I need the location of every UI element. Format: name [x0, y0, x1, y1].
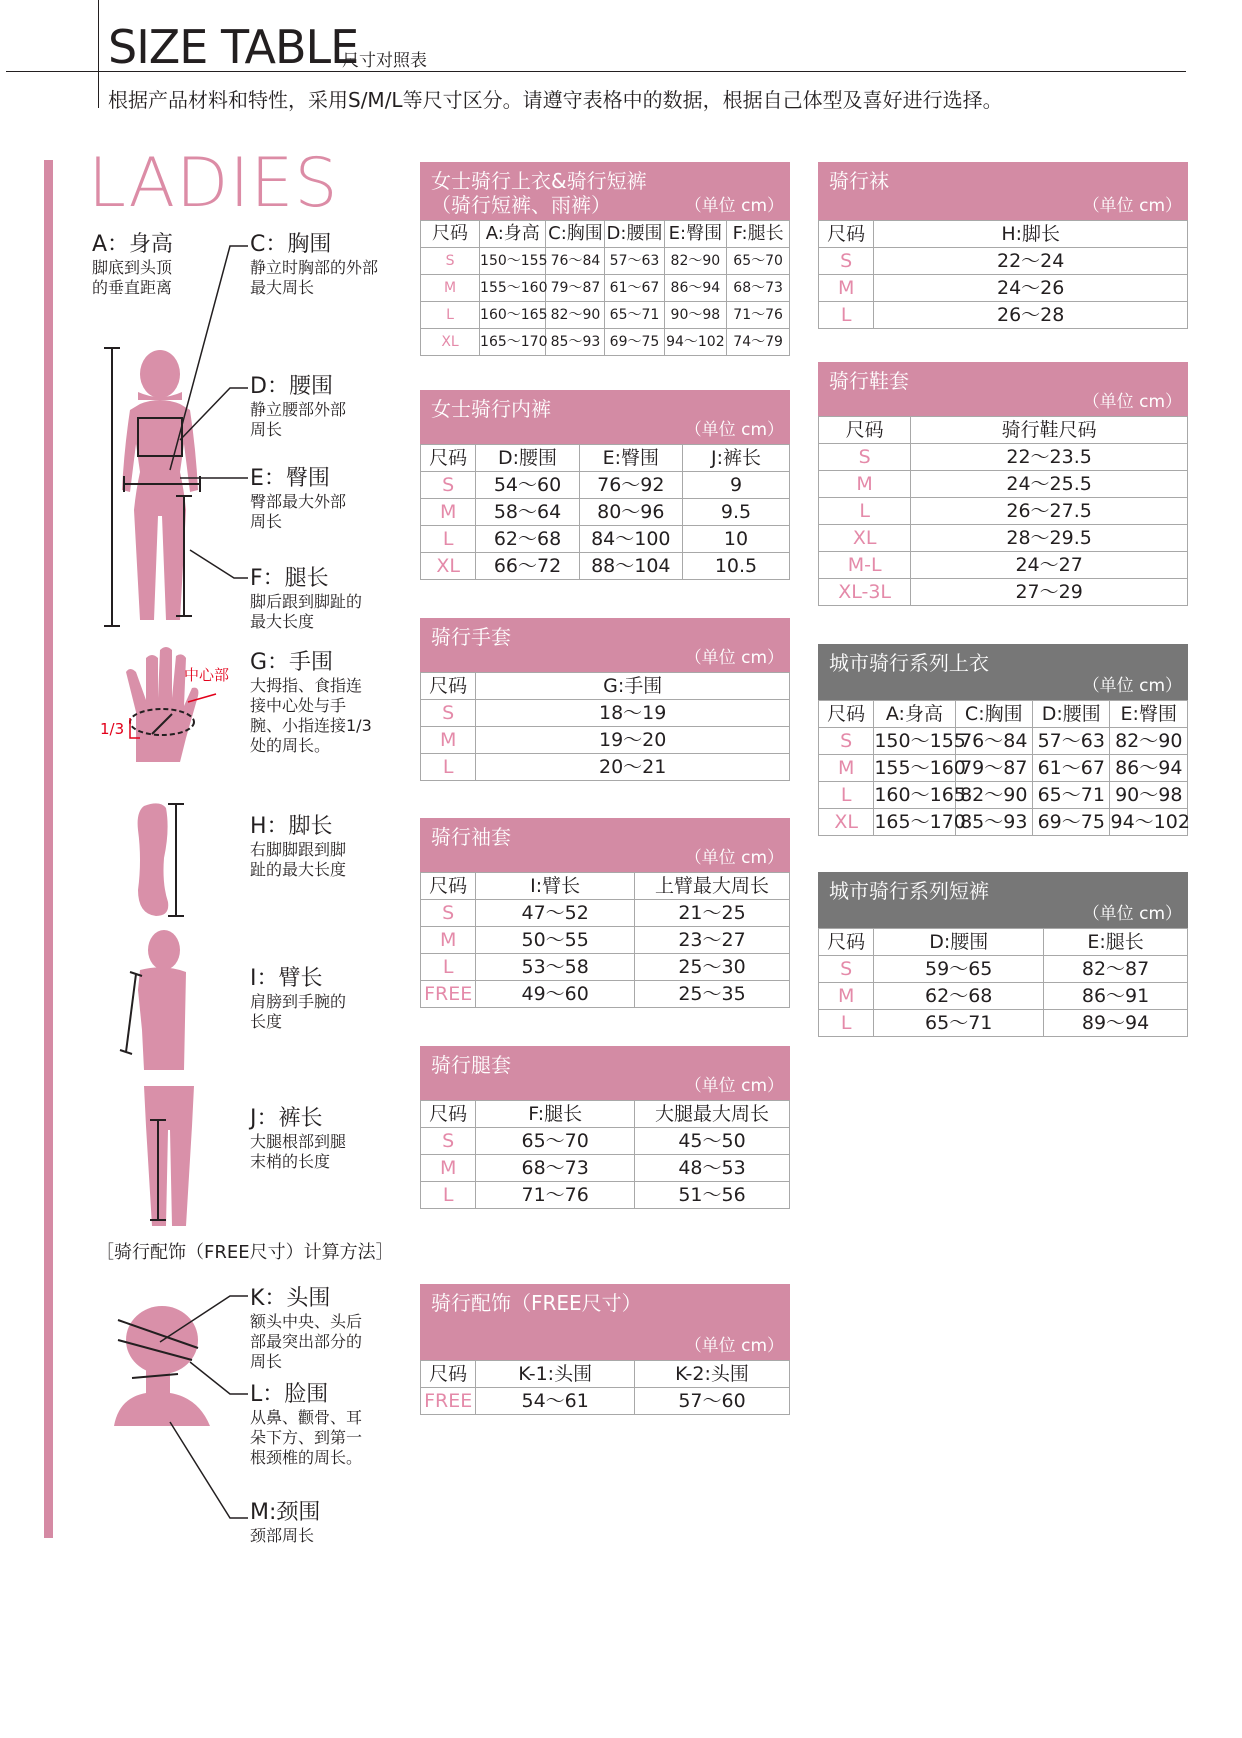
table-body: [420, 672, 790, 781]
measure-m: [250, 1500, 378, 1546]
measure-h: [250, 814, 356, 880]
value-cell: 82～90: [546, 302, 605, 329]
value-cell: 94～102: [664, 329, 727, 356]
value-cell: 165～170: [874, 809, 955, 836]
measure-a-title: A：身高: [92, 232, 174, 257]
value-cell: 69～75: [1033, 809, 1110, 836]
size-cell: M: [421, 499, 476, 526]
column-header: 尺码: [421, 873, 476, 900]
body-leader-lines: [150, 240, 260, 590]
table-sleeves: [420, 818, 790, 1008]
table-title: 女士骑行上衣&骑行短裤: [431, 169, 647, 193]
table-body: [420, 444, 790, 580]
table-body: [420, 872, 790, 1008]
size-cell: S: [819, 444, 911, 471]
size-cell: S: [421, 700, 476, 727]
value-cell: 66～72: [476, 553, 579, 580]
value-cell: 10.5: [682, 553, 789, 580]
value-cell: 54～61: [476, 1388, 635, 1415]
column-header: 尺码: [421, 1101, 476, 1128]
value-cell: 65～71: [1033, 782, 1110, 809]
table-row: [819, 983, 1188, 1010]
measure-f-title: F：腿长: [250, 566, 329, 591]
size-cell: S: [819, 728, 874, 755]
value-cell: 59～65: [874, 956, 1044, 983]
value-cell: 49～60: [476, 981, 635, 1008]
value-cell: 47～52: [476, 900, 635, 927]
size-cell: L: [421, 754, 476, 781]
measure-g-desc: 大拇指、食指连接中心处与手腕、小指连接1/3处的周长。: [250, 676, 372, 755]
size-cell: M: [819, 275, 874, 302]
table-row: [819, 728, 1188, 755]
table-unit: （单位 cm）: [684, 420, 784, 440]
value-cell: 26～27.5: [911, 498, 1188, 525]
column-header: J:裤长: [682, 445, 789, 472]
table-row: [819, 809, 1188, 836]
column-header: K-2:头围: [635, 1361, 790, 1388]
value-cell: 89～94: [1044, 1010, 1188, 1037]
size-cell: M: [421, 275, 480, 302]
table-row: [421, 553, 790, 580]
column-header: 尺码: [421, 221, 480, 248]
measure-m-title: M:颈围: [250, 1500, 321, 1525]
measure-g: [250, 650, 374, 756]
value-cell: 76～84: [546, 248, 605, 275]
value-cell: 54～60: [476, 472, 579, 499]
table-row: [819, 275, 1188, 302]
measure-c-title: C：胸围: [250, 232, 332, 257]
column-header: 尺码: [819, 929, 874, 956]
measure-k-title: K：头围: [250, 1286, 331, 1311]
table-unit: （单位 cm）: [1082, 196, 1182, 216]
value-cell: 27～29: [911, 579, 1188, 606]
measure-h-desc: 右脚脚跟到脚趾的最大长度: [250, 840, 347, 879]
value-cell: 86～94: [664, 275, 727, 302]
table-header-row: [421, 221, 790, 248]
header-vertical-rule: [98, 0, 99, 108]
column-header: 骑行鞋尺码: [911, 417, 1188, 444]
table-row: [819, 755, 1188, 782]
value-cell: 79～87: [546, 275, 605, 302]
column-header: E:臀围: [1110, 701, 1188, 728]
table-row: [421, 700, 790, 727]
value-cell: 65～70: [727, 248, 790, 275]
table-body: [420, 220, 790, 356]
value-cell: 150～155: [480, 248, 546, 275]
value-cell: 150～155: [874, 728, 955, 755]
value-cell: 22～23.5: [911, 444, 1188, 471]
column-header: E:臀围: [579, 445, 682, 472]
size-cell: XL: [421, 553, 476, 580]
size-cell: L: [421, 302, 480, 329]
column-header: G:手围: [476, 673, 790, 700]
measure-a-desc: 脚底到头顶的垂直距离: [92, 258, 173, 297]
measure-j-title: J：裤长: [250, 1106, 323, 1131]
table-unit: （单位 cm）: [1082, 904, 1182, 924]
value-cell: 25～30: [635, 954, 790, 981]
table-unit: （单位 cm）: [684, 648, 784, 668]
value-cell: 88～104: [579, 553, 682, 580]
measure-i-title: I：臂长: [250, 966, 323, 991]
column-header: 尺码: [819, 701, 874, 728]
column-header: D:腰围: [874, 929, 1044, 956]
table-underwear: [420, 390, 790, 580]
value-cell: 68～73: [476, 1155, 635, 1182]
table-unit: （单位 cm）: [684, 848, 784, 868]
table-row: [421, 329, 790, 356]
table-row: [819, 1010, 1188, 1037]
value-cell: 26～28: [874, 302, 1188, 329]
size-cell: L: [819, 498, 911, 525]
size-cell: L: [421, 526, 476, 553]
value-cell: 24～25.5: [911, 471, 1188, 498]
column-header: 尺码: [819, 417, 911, 444]
table-unit: （单位 cm）: [684, 1076, 784, 1096]
table-accessories: [420, 1284, 790, 1415]
size-cell: M: [819, 983, 874, 1010]
size-cell: L: [819, 1010, 874, 1037]
column-header: 大腿最大周长: [635, 1101, 790, 1128]
size-cell: S: [819, 248, 874, 275]
table-header-row: [421, 445, 790, 472]
table-city-shorts: [818, 872, 1188, 1037]
measure-l-desc: 从鼻、颧骨、耳朵下方、到第一根颈椎的周长。: [250, 1408, 363, 1467]
size-cell: XL: [819, 525, 911, 552]
table-body: [420, 1100, 790, 1209]
table-city-tops: [818, 644, 1188, 836]
value-cell: 61～67: [605, 275, 664, 302]
hand-figure-illustration: [96, 642, 246, 772]
size-cell: M: [819, 755, 874, 782]
value-cell: 9: [682, 472, 789, 499]
column-header: H:脚长: [874, 221, 1188, 248]
table-row: [421, 275, 790, 302]
table-row: [819, 471, 1188, 498]
table-body: [420, 1360, 790, 1415]
table-body: [818, 700, 1188, 836]
size-cell: FREE: [421, 981, 476, 1008]
column-header: E:腿长: [1044, 929, 1188, 956]
table-header: [420, 390, 790, 444]
intro-text: 根据产品材料和特性，采用S/M/L等尺寸区分。请遵守表格中的数据，根据自己体型及喜好进行选择。: [108, 88, 1003, 112]
table-header: [420, 1046, 790, 1100]
value-cell: 80～96: [579, 499, 682, 526]
measure-k-desc: 额头中央、头后部最突出部分的周长: [250, 1312, 363, 1371]
table-header-row: [421, 1361, 790, 1388]
measure-c: [250, 232, 378, 298]
table-header-row: [819, 929, 1188, 956]
value-cell: 71～76: [476, 1182, 635, 1209]
value-cell: 155～160: [874, 755, 955, 782]
measure-m-desc: 颈部周长: [250, 1526, 315, 1545]
hand-center-label: 中心部: [184, 666, 230, 684]
size-cell: M: [421, 727, 476, 754]
table-shoe-covers: [818, 362, 1188, 606]
value-cell: 65～71: [605, 302, 664, 329]
measure-e-desc: 臀部最大外部周长: [250, 492, 347, 531]
table-title: 骑行袖套: [431, 825, 511, 849]
table-title: 骑行鞋套: [829, 369, 909, 393]
value-cell: 90～98: [664, 302, 727, 329]
table-row: [819, 552, 1188, 579]
value-cell: 45～50: [635, 1128, 790, 1155]
table-row: [421, 954, 790, 981]
size-cell: M: [819, 471, 911, 498]
value-cell: 86～94: [1110, 755, 1188, 782]
table-row: [421, 981, 790, 1008]
value-cell: 68～73: [727, 275, 790, 302]
page-subtitle: 尺寸对照表: [342, 51, 427, 71]
value-cell: 84～100: [579, 526, 682, 553]
size-cell: S: [421, 472, 476, 499]
table-row: [421, 900, 790, 927]
size-cell: S: [819, 956, 874, 983]
section-label: LADIES: [88, 144, 339, 223]
table-body: [818, 928, 1188, 1037]
value-cell: 62～68: [874, 983, 1044, 1010]
table-title: 城市骑行系列上衣: [829, 651, 989, 675]
measure-e-title: E：臀围: [250, 466, 330, 491]
value-cell: 58～64: [476, 499, 579, 526]
column-header: C:胸围: [546, 221, 605, 248]
table-header-row: [421, 673, 790, 700]
column-header: D:腰围: [1033, 701, 1110, 728]
value-cell: 79～87: [955, 755, 1032, 782]
value-cell: 28～29.5: [911, 525, 1188, 552]
value-cell: 57～60: [635, 1388, 790, 1415]
measure-i-desc: 肩膀到手腕的长度: [250, 992, 347, 1031]
foot-figure-illustration: [130, 800, 190, 920]
column-header: 尺码: [421, 445, 476, 472]
value-cell: 22～24: [874, 248, 1188, 275]
table-header: [420, 1284, 790, 1360]
value-cell: 23～27: [635, 927, 790, 954]
size-cell: XL: [421, 329, 480, 356]
table-row: [421, 727, 790, 754]
size-cell: M-L: [819, 552, 911, 579]
value-cell: 19～20: [476, 727, 790, 754]
value-cell: 57～63: [1033, 728, 1110, 755]
table-row: [819, 525, 1188, 552]
table-header: [818, 362, 1188, 416]
size-cell: XL-3L: [819, 579, 911, 606]
value-cell: 76～84: [955, 728, 1032, 755]
value-cell: 25～35: [635, 981, 790, 1008]
column-header: D:腰围: [476, 445, 579, 472]
table-title: 女士骑行内裤: [431, 397, 551, 421]
value-cell: 24～26: [874, 275, 1188, 302]
size-cell: M: [421, 927, 476, 954]
size-cell: XL: [819, 809, 874, 836]
table-header-row: [421, 1101, 790, 1128]
measure-d-title: D：腰围: [250, 374, 333, 399]
size-cell: S: [421, 900, 476, 927]
value-cell: 51～56: [635, 1182, 790, 1209]
value-cell: 65～70: [476, 1128, 635, 1155]
table-unit: （单位 cm）: [1082, 392, 1182, 412]
column-header: 尺码: [421, 673, 476, 700]
table-header: [818, 872, 1188, 928]
value-cell: 90～98: [1110, 782, 1188, 809]
value-cell: 82～90: [664, 248, 727, 275]
head-leader-lines: [150, 1292, 260, 1532]
column-header: 尺码: [819, 221, 874, 248]
table-row: [819, 302, 1188, 329]
table-body: [818, 416, 1188, 606]
table-row: [421, 472, 790, 499]
table-header-row: [819, 417, 1188, 444]
value-cell: 155～160: [480, 275, 546, 302]
column-header: E:臀围: [664, 221, 727, 248]
size-cell: L: [819, 782, 874, 809]
measure-f: [250, 566, 368, 632]
value-cell: 160～165: [874, 782, 955, 809]
table-row: [819, 498, 1188, 525]
value-cell: 65～71: [874, 1010, 1044, 1037]
measure-h-title: H：脚长: [250, 814, 333, 839]
value-cell: 62～68: [476, 526, 579, 553]
table-header: [420, 162, 790, 220]
size-cell: FREE: [421, 1388, 476, 1415]
hand-third-label: 1/3: [100, 720, 125, 738]
value-cell: 76～92: [579, 472, 682, 499]
measure-g-title: G：手围: [250, 650, 334, 675]
table-row: [421, 526, 790, 553]
column-header: A:身高: [480, 221, 546, 248]
value-cell: 21～25: [635, 900, 790, 927]
value-cell: 24～27: [911, 552, 1188, 579]
value-cell: 160～165: [480, 302, 546, 329]
value-cell: 71～76: [727, 302, 790, 329]
size-cell: L: [819, 302, 874, 329]
table-row: [421, 302, 790, 329]
value-cell: 85～93: [955, 809, 1032, 836]
table-row: [819, 782, 1188, 809]
table-title: 骑行手套: [431, 625, 511, 649]
table-body: [818, 220, 1188, 329]
table-leg-warmers: [420, 1046, 790, 1209]
table-row: [421, 1182, 790, 1209]
table-tops-shorts: [420, 162, 790, 356]
table-header: [420, 618, 790, 672]
table-row: [819, 579, 1188, 606]
value-cell: 69～75: [605, 329, 664, 356]
column-header: D:腰围: [605, 221, 664, 248]
table-row: [421, 1155, 790, 1182]
arm-figure-illustration: [120, 930, 200, 1070]
value-cell: 94～102: [1110, 809, 1188, 836]
value-cell: 10: [682, 526, 789, 553]
measure-j: [250, 1106, 354, 1172]
column-header: K-1:头围: [476, 1361, 635, 1388]
table-header-row: [819, 221, 1188, 248]
size-cell: S: [421, 1128, 476, 1155]
table-title: 城市骑行系列短裤: [829, 879, 989, 903]
section-accent-bar: [44, 160, 53, 1538]
measure-d-desc: 静立腰部外部周长: [250, 400, 347, 439]
value-cell: 53～58: [476, 954, 635, 981]
value-cell: 82～90: [1110, 728, 1188, 755]
table-row: [421, 1128, 790, 1155]
size-cell: L: [421, 1182, 476, 1209]
value-cell: 57～63: [605, 248, 664, 275]
column-header: A:身高: [874, 701, 955, 728]
free-method-label: ［骑行配饰（FREE尺寸）计算方法］: [96, 1242, 394, 1263]
table-header-row: [421, 873, 790, 900]
table-row: [819, 956, 1188, 983]
value-cell: 18～19: [476, 700, 790, 727]
table-gloves: [420, 618, 790, 781]
value-cell: 86～91: [1044, 983, 1188, 1010]
measure-j-desc: 大腿根部到腿末梢的长度: [250, 1132, 347, 1171]
column-header: I:臂长: [476, 873, 635, 900]
table-row: [421, 927, 790, 954]
value-cell: 48～53: [635, 1155, 790, 1182]
measure-e: [250, 466, 350, 532]
measure-i: [250, 966, 354, 1032]
value-cell: 9.5: [682, 499, 789, 526]
value-cell: 82～90: [955, 782, 1032, 809]
table-row: [421, 754, 790, 781]
column-header: F:腿长: [476, 1101, 635, 1128]
value-cell: 20～21: [476, 754, 790, 781]
column-header: C:胸围: [955, 701, 1032, 728]
page-title: SIZE TABLE: [108, 20, 359, 74]
size-cell: M: [421, 1155, 476, 1182]
table-header-row: [819, 701, 1188, 728]
table-socks: [818, 162, 1188, 329]
table-header: [818, 644, 1188, 700]
legs-figure-illustration: [134, 1086, 204, 1226]
table-unit: （单位 cm）: [684, 196, 784, 216]
value-cell: 85～93: [546, 329, 605, 356]
measure-f-desc: 脚后跟到脚趾的最大长度: [250, 592, 363, 631]
value-cell: 165～170: [480, 329, 546, 356]
size-cell: S: [421, 248, 480, 275]
table-header: [818, 162, 1188, 220]
table-row: [421, 1388, 790, 1415]
value-cell: 82～87: [1044, 956, 1188, 983]
table-title: 骑行腿套: [431, 1053, 511, 1077]
column-header: F:腿长: [727, 221, 790, 248]
table-unit: （单位 cm）: [684, 1336, 784, 1356]
value-cell: 50～55: [476, 927, 635, 954]
column-header: 上臂最大周长: [635, 873, 790, 900]
table-title-sub: （骑行短裤、雨裤）: [431, 193, 611, 217]
table-header: [420, 818, 790, 872]
value-cell: 74～79: [727, 329, 790, 356]
table-row: [421, 248, 790, 275]
measure-l-title: L：脸围: [250, 1382, 329, 1407]
measure-d: [250, 374, 350, 440]
table-row: [819, 248, 1188, 275]
table-row: [819, 444, 1188, 471]
table-title: 骑行袜: [829, 169, 889, 193]
table-row: [421, 499, 790, 526]
size-cell: L: [421, 954, 476, 981]
measure-l: [250, 1382, 374, 1468]
value-cell: 61～67: [1033, 755, 1110, 782]
measure-k: [250, 1286, 374, 1372]
measure-c-desc: 静立时胸部的外部最大周长: [250, 258, 379, 297]
column-header: 尺码: [421, 1361, 476, 1388]
table-unit: （单位 cm）: [1082, 676, 1182, 696]
table-title: 骑行配饰（FREE尺寸）: [431, 1291, 642, 1315]
